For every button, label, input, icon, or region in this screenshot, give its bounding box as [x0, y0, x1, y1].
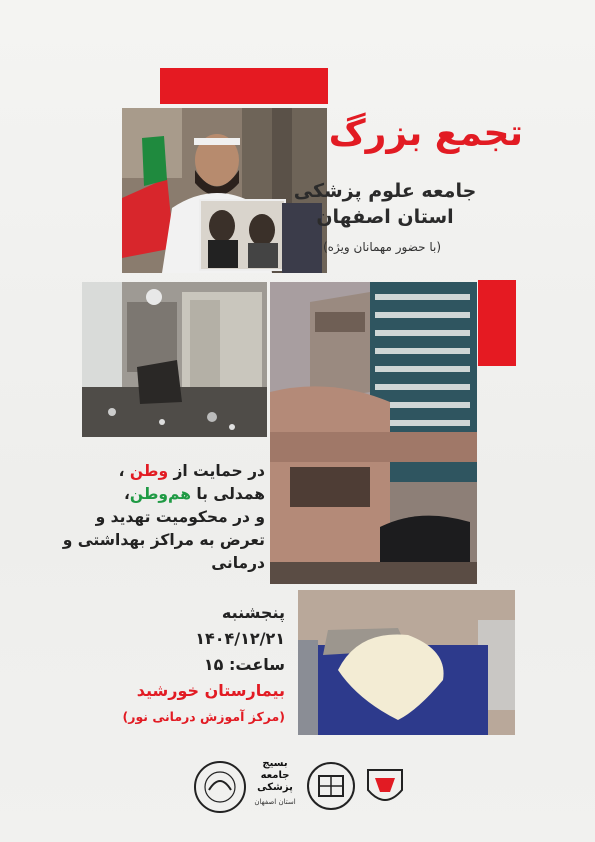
damaged-room-photo	[82, 282, 267, 437]
calligraphy-subtext: استان اصفهان	[254, 798, 296, 806]
statement-block	[5, 460, 265, 575]
statement-line-3: و در محکومیت تهدید و	[95, 508, 265, 526]
calligraphy-logo	[250, 758, 300, 816]
organizer-name	[270, 178, 500, 230]
right-red-bar	[478, 280, 516, 366]
event-time: ساعت: ۱۵	[203, 655, 285, 674]
calligraphy-text: بسیج جامعه پزشکی	[257, 758, 293, 793]
basij-university-logo	[360, 760, 410, 814]
statement-line-2	[5, 483, 265, 506]
event-location-sub: (مرکز آموزش درمانی نور)	[122, 709, 285, 724]
statement-line-1	[5, 460, 265, 483]
guests-note: (با حضور مهمانان ویژه)	[322, 240, 442, 254]
organizer-line-2: استان اصفهان	[316, 206, 454, 228]
round-seal-logo	[193, 760, 247, 814]
statement-text: همدلی با	[190, 485, 265, 503]
statement-text: ،	[123, 485, 130, 503]
statement-text: در حمایت از	[168, 462, 265, 480]
event-date: ۱۴۰۴/۱۲/۲۱	[195, 629, 285, 648]
event-day: پنجشنبه	[221, 603, 285, 622]
top-red-bar	[160, 68, 328, 104]
compatriot-highlight: هم‌وطن	[129, 485, 191, 503]
hospital-bed-photo	[298, 590, 515, 735]
statement-line-4: تعرض به مراکز بهداشتی و درمانی	[62, 531, 265, 572]
page-title: تجمع بزرگ	[328, 113, 523, 154]
organizer-line-1: جامعه علوم پزشکی	[293, 180, 477, 202]
homeland-highlight: وطن	[129, 462, 169, 480]
event-location: بیمارستان خورشید	[136, 681, 285, 700]
statement-text: ،	[118, 462, 130, 480]
event-details	[45, 600, 285, 730]
emblem-logo	[305, 760, 357, 814]
damaged-building-photo	[270, 282, 477, 584]
